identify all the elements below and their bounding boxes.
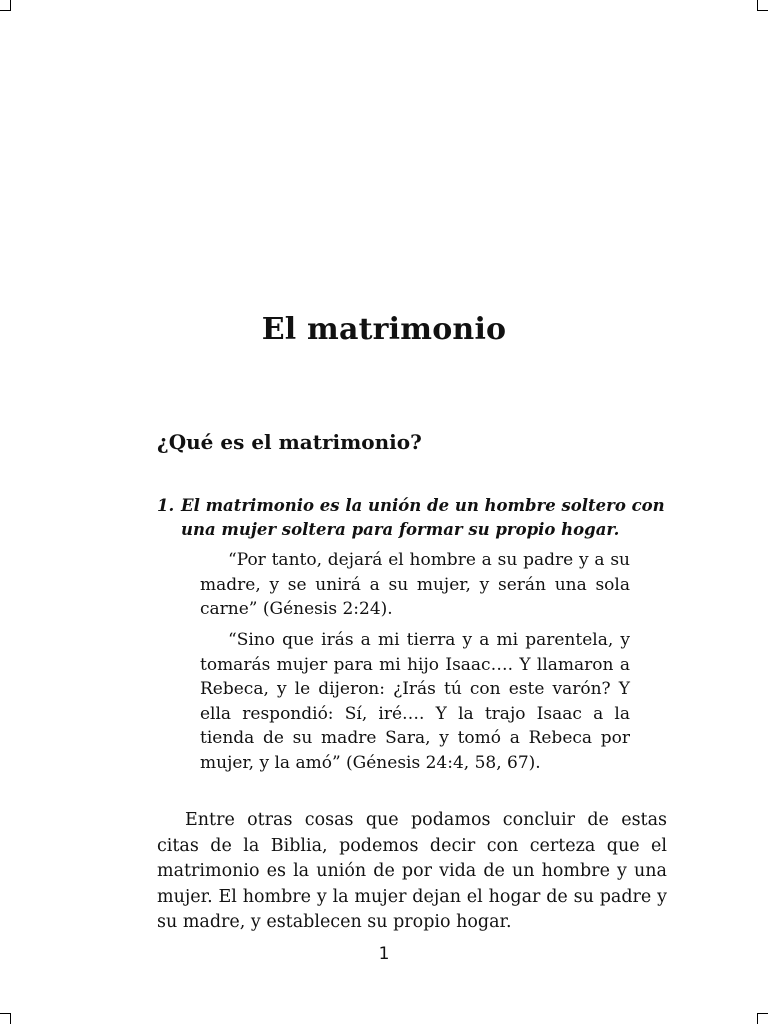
chapter-title: El matrimonio	[261, 312, 507, 347]
body-paragraph: Entre otras cosas que podamos concluir de estas citas de la Biblia, podemos decir con certeza que el matrimonio es la unión de por vida de un hombre y una mujer. El hombre y la mujer dejan el hogar de su padre y su madre, y establecen su propio hogar.	[157, 810, 667, 932]
crop-mark-top-right	[757, 0, 768, 11]
crop-mark-top-left	[0, 0, 11, 11]
point-text: El matrimonio es la unión de un hombre soltero con una mujer soltera para formar su propio hogar.	[181, 496, 665, 539]
page-number: 1	[378, 944, 390, 964]
crop-mark-bottom-left	[0, 1013, 11, 1024]
point-number: 1.	[157, 496, 175, 515]
scripture-quote: “Por tanto, dejará el hombre a su padre y a su madre, y se unirá a su mujer, y serán una sola carne” (Génesis 2:24).	[200, 550, 630, 619]
crop-mark-bottom-right	[757, 1013, 768, 1024]
scripture-quote: “Sino que irás a mi tierra y a mi parentela, y tomarás mujer para mi hijo Isaac…. Y llamaron a Rebeca, y le dijeron: ¿Irás tú con este varón? Y ella respondió: Sí, iré…. Y la trajo Isaac a la tienda de su madre Sara, y tomó a Rebeca por mujer, y la amó” (Génesis 24:4, 58, 67).	[200, 630, 630, 773]
numbered-point	[157, 494, 669, 542]
section-heading: ¿Qué es el matrimonio?	[157, 430, 422, 454]
